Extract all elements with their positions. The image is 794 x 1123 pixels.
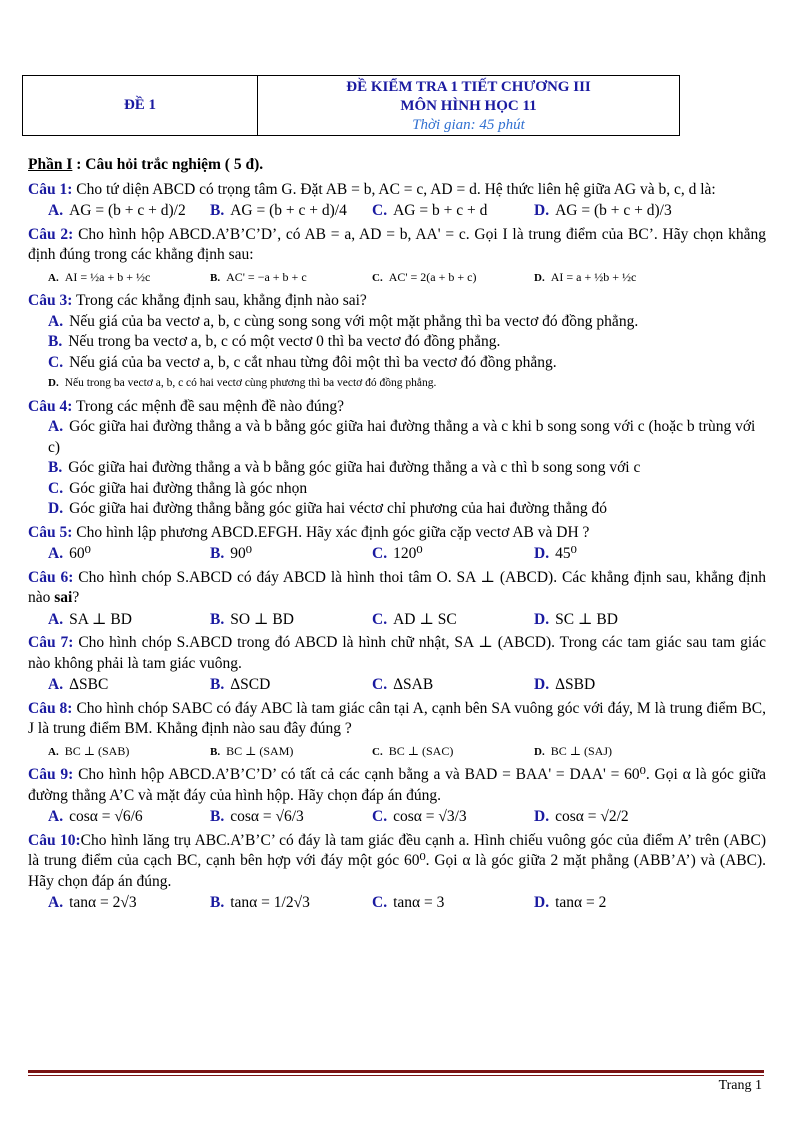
option-c[interactable]: C. AD ⊥ SC [372, 610, 457, 628]
option-d[interactable]: D. SC ⊥ BD [534, 610, 618, 628]
question-4: Câu 4: Trong các mệnh đề sau mệnh đề nào đúng? [28, 397, 344, 415]
option-d[interactable]: D. BC ⊥ (SAJ) [534, 743, 612, 758]
option-c[interactable]: C. ΔSAB [372, 676, 434, 693]
option-a[interactable]: A. cosα = √6/6 [48, 808, 143, 825]
option-d[interactable]: D. AI = a + ½b + ½c [534, 269, 637, 284]
footer-divider-thin [28, 1075, 764, 1076]
option-c[interactable]: C. tanα = 3 [372, 894, 445, 911]
option-b[interactable]: B. cosα = √6/3 [210, 808, 304, 825]
header-table [22, 75, 680, 136]
question-8-options [28, 741, 766, 763]
exam-title: ĐỀ KIỂM TRA 1 TIẾT CHƯƠNG III [346, 79, 591, 95]
option-c[interactable]: C. Nếu giá của ba vectơ a, b, c cắt nhau từng đôi một thì ba vectơ đó đồng phẳng. [48, 353, 557, 371]
option-b[interactable]: B. tanα = 1/2√3 [210, 894, 310, 911]
question-3: Câu 3: Trong các khẳng định sau, khẳng định nào sai? [28, 292, 367, 309]
option-a[interactable]: A. 60⁰ [48, 545, 91, 562]
option-d[interactable]: D. ΔSBD [534, 676, 596, 693]
option-d[interactable]: D. Góc giữa hai đường thẳng bằng góc giữa hai véctơ chỉ phương của hai đường thẳng đó [48, 500, 608, 517]
exam-content [28, 155, 766, 914]
question-10-options [28, 893, 766, 914]
option-c[interactable]: C. AG = b + c + d [372, 202, 488, 219]
option-d[interactable]: D. Nếu trong ba vectơ a, b, c có hai vectơ cùng phương thì ba vectơ đó đồng phẳng. [48, 377, 437, 389]
exam-code: ĐỀ 1 [23, 76, 258, 135]
part-title: Phần I : Câu hỏi trắc nghiệm ( 5 đ). [28, 156, 264, 173]
option-a[interactable]: A. Góc giữa hai đường thẳng a và b bằng góc giữa hai đường thẳng a và c khi b song song với c (hoặc b trùng với c) [48, 418, 756, 456]
question-9: Câu 9: Cho hình hộp ABCD.A’B’C’D’ có tất cả các cạnh bằng a và BAD = BAA' = DAA' = 60⁰. Gọi α là góc giữa đường thẳng A’C và mặt đáy của hình hộp. Hãy chọn đáp án đúng. [28, 766, 766, 804]
exam-title-cell [258, 76, 679, 135]
question-2: Câu 2: Cho hình hộp ABCD.A’B’C’D’, có AB = a, AD = b, AA' = c. Gọi I là trung điểm của BC’. Hãy chọn khẳng định đúng trong các khẳng định sau: [28, 225, 766, 263]
page-number: Trang 1 [718, 1078, 762, 1093]
option-b[interactable]: B. ΔSCD [210, 676, 271, 693]
question-7-options [28, 675, 766, 696]
option-b[interactable]: B. Góc giữa hai đường thẳng a và b bằng góc giữa hai đường thẳng a và c thì b song song với c [48, 459, 641, 476]
footer-divider-thick [28, 1070, 764, 1073]
exam-time: Thời gian: 45 phút [412, 117, 525, 133]
option-b[interactable]: B. 90⁰ [210, 545, 252, 562]
option-c[interactable]: C. Góc giữa hai đường thẳng là góc nhọn [48, 479, 308, 497]
option-c[interactable]: C. cosα = √3/3 [372, 808, 467, 825]
option-b[interactable]: B. AC' = −a + b + c [210, 269, 307, 284]
question-7: Câu 7: Cho hình chóp S.ABCD trong đó ABCD là hình chữ nhật, SA ⊥ (ABCD). Trong các tam giác sau tam giác nào không phải là tam giác vuông. [28, 634, 766, 672]
question-1-options [28, 201, 766, 222]
option-c[interactable]: C. 120⁰ [372, 545, 423, 562]
option-b[interactable]: B. BC ⊥ (SAM) [210, 743, 294, 758]
question-6: Câu 6: Cho hình chóp S.ABCD có đáy ABCD là hình thoi tâm O. SA ⊥ (ABCD). Các khẳng định sau, khẳng định nào sai? [28, 568, 766, 606]
option-a[interactable]: A. BC ⊥ (SAB) [48, 743, 130, 758]
option-a[interactable]: A. SA ⊥ BD [48, 610, 132, 628]
question-8: Câu 8: Cho hình chóp SABC có đáy ABC là tam giác cân tại A, cạnh bên SA vuông góc với đáy, M là trung điểm BC, J là trung điểm BM. Khẳng định nào sau đây đúng ? [28, 699, 766, 737]
option-a[interactable]: A. tanα = 2√3 [48, 894, 137, 911]
option-d[interactable]: D. tanα = 2 [534, 894, 607, 911]
option-d[interactable]: D. cosα = √2/2 [534, 808, 629, 825]
option-d[interactable]: D. AG = (b + c + d)/3 [534, 202, 672, 219]
option-a[interactable]: A. AI = ½a + b + ½c [48, 269, 151, 284]
question-2-options [28, 267, 766, 289]
option-c[interactable]: C. BC ⊥ (SAC) [372, 743, 454, 758]
option-a[interactable]: A. ΔSBC [48, 676, 109, 693]
question-5-options [28, 544, 766, 565]
option-a[interactable]: A. Nếu giá của ba vectơ a, b, c cùng song song với một mặt phẳng thì ba vectơ đó đồng phẳng. [48, 312, 639, 330]
option-a[interactable]: A. AG = (b + c + d)/2 [48, 202, 186, 219]
subject-title: MÔN HÌNH HỌC 11 [400, 98, 537, 114]
question-9-options [28, 807, 766, 828]
option-b[interactable]: B. AG = (b + c + d)/4 [210, 202, 347, 219]
question-5: Câu 5: Cho hình lập phương ABCD.EFGH. Hãy xác định góc giữa cặp vectơ AB và DH ? [28, 523, 590, 541]
question-10: Câu 10:Cho hình lăng trụ ABC.A’B’C’ có đáy là tam giác đều cạnh a. Hình chiếu vuông góc của điểm A’ trên (ABC) là trung điểm của cạch BC, cạnh bên hợp với đáy một góc 60⁰. Gọi α là góc giữa 2 mặt phẳng (ABB’A’) và (ABC). Hãy chọn đáp án đúng. [28, 831, 766, 890]
option-b[interactable]: B. SO ⊥ BD [210, 610, 294, 628]
option-c[interactable]: C. AC' = 2(a + b + c) [372, 269, 477, 284]
option-d[interactable]: D. 45⁰ [534, 545, 577, 562]
question-6-options [28, 610, 766, 631]
question-1: Câu 1: Cho tứ diện ABCD có trọng tâm G. Đặt AB = b, AC = c, AD = d. Hệ thức liên hệ giữa AG và b, c, d là: [28, 180, 716, 198]
option-b[interactable]: B. Nếu trong ba vectơ a, b, c có một vectơ 0 thì ba vectơ đó đồng phẳng. [48, 333, 501, 350]
